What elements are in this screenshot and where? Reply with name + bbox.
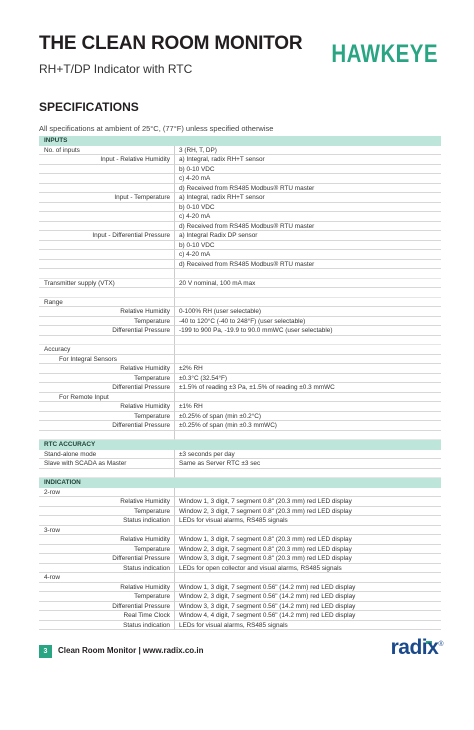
brand-logo: HAWKEYE — [331, 40, 438, 68]
spec-label — [39, 336, 174, 346]
spec-value: ±2% RH — [174, 364, 441, 374]
spec-value — [174, 488, 441, 498]
spec-row — [39, 573, 441, 583]
spec-row — [39, 222, 441, 232]
spec-row — [39, 469, 441, 479]
spec-value: Window 4, 4 digit, 7 segment 0.56" (14.2 mm) red LED display — [174, 611, 441, 621]
spec-value: Window 2, 3 digit, 7 segment 0.8" (20.3 mm) red LED display — [174, 545, 441, 555]
spec-row — [39, 383, 441, 393]
spec-label: RTC ACCURACY — [44, 441, 96, 448]
spec-label: Temperature — [39, 507, 174, 517]
spec-row — [39, 554, 441, 564]
spec-row — [39, 412, 441, 422]
spec-label: For Integral Sensors — [39, 355, 174, 365]
spec-row — [39, 298, 441, 308]
spec-row — [39, 364, 441, 374]
spec-value — [174, 136, 441, 146]
spec-label: Temperature — [39, 545, 174, 555]
spec-row — [39, 402, 441, 412]
spec-value: d) Received from RS485 Modbus® RTU master — [174, 260, 441, 270]
spec-label: Slave with SCADA as Master — [39, 459, 174, 469]
spec-row — [39, 336, 441, 346]
spec-value: Window 1, 3 digit, 7 segment 0.8" (20.3 mm) red LED display — [174, 535, 441, 545]
spec-value — [174, 440, 441, 450]
spec-row — [39, 203, 441, 213]
spec-label: Differential Pressure — [39, 383, 174, 393]
spec-label: Input - Differential Pressure — [39, 231, 174, 241]
spec-row — [39, 611, 441, 621]
spec-value — [174, 336, 441, 346]
spec-label: For Remote Input — [39, 393, 174, 403]
spec-label: INDICATION — [44, 479, 81, 486]
spec-value — [174, 269, 441, 279]
spec-label — [39, 250, 174, 260]
spec-value: Window 1, 3 digit, 7 segment 0.8" (20.3 mm) red LED display — [174, 497, 441, 507]
spec-label — [39, 184, 174, 194]
spec-value: c) 4-20 mA — [174, 250, 441, 260]
spec-label — [39, 241, 174, 251]
spec-label: 2-row — [39, 488, 174, 498]
spec-label — [39, 431, 174, 441]
spec-row — [39, 374, 441, 384]
spec-value: ±1% RH — [174, 402, 441, 412]
spec-label — [39, 212, 174, 222]
spec-label: Temperature — [39, 374, 174, 384]
spec-row — [39, 317, 441, 327]
spec-label: Relative Humidity — [39, 307, 174, 317]
spec-label: Input - Temperature — [39, 193, 174, 203]
spec-row — [39, 279, 441, 289]
radix-logo — [391, 636, 443, 660]
spec-value: 3 (RH, T, DP) — [174, 146, 441, 156]
spec-value: c) 4-20 mA — [174, 174, 441, 184]
spec-value: Window 2, 3 digit, 7 segment 0.56" (14.2 mm) red LED display — [174, 592, 441, 602]
spec-value: ±3 seconds per day — [174, 450, 441, 460]
spec-value — [174, 345, 441, 355]
spec-row — [39, 621, 441, 631]
spec-row — [39, 516, 441, 526]
spec-row — [39, 174, 441, 184]
spec-value — [174, 288, 441, 298]
spec-row — [39, 241, 441, 251]
spec-row — [39, 393, 441, 403]
spec-value: ±0.3°C (32.54°F) — [174, 374, 441, 384]
spec-row — [39, 592, 441, 602]
spec-row — [39, 602, 441, 612]
section-header-row — [39, 478, 441, 488]
spec-label: Relative Humidity — [39, 535, 174, 545]
spec-label: Input - Relative Humidity — [39, 155, 174, 165]
spec-row — [39, 269, 441, 279]
spec-row — [39, 212, 441, 222]
spec-label: Relative Humidity — [39, 402, 174, 412]
spec-label: 3-row — [39, 526, 174, 536]
spec-row — [39, 307, 441, 317]
spec-value: Window 2, 3 digit, 7 segment 0.8" (20.3 mm) red LED display — [174, 507, 441, 517]
spec-row — [39, 155, 441, 165]
spec-row — [39, 146, 441, 156]
spec-value: Window 3, 3 digit, 7 segment 0.8" (20.3 mm) red LED display — [174, 554, 441, 564]
spec-label: Status indication — [39, 621, 174, 631]
spec-label — [39, 288, 174, 298]
spec-label: Temperature — [39, 592, 174, 602]
spec-row — [39, 507, 441, 517]
spec-label: 4-row — [39, 573, 174, 583]
spec-value: ±1.5% of reading ±3 Pa, ±1.5% of reading ±0.3 mmWC — [174, 383, 441, 393]
registered-mark: ® — [438, 641, 443, 648]
spec-label: Stand-alone mode — [39, 450, 174, 460]
spec-value — [174, 393, 441, 403]
spec-label: Differential Pressure — [39, 421, 174, 431]
spec-row — [39, 459, 441, 469]
spec-row — [39, 184, 441, 194]
spec-label: Range — [39, 298, 174, 308]
spec-label — [39, 469, 174, 479]
spec-value: c) 4-20 mA — [174, 212, 441, 222]
spec-value: a) Integral, radix RH+T sensor — [174, 155, 441, 165]
spec-row — [39, 231, 441, 241]
spec-label: Differential Pressure — [39, 326, 174, 336]
spec-row — [39, 545, 441, 555]
spec-value — [174, 298, 441, 308]
spec-label: Temperature — [39, 412, 174, 422]
spec-label: Differential Pressure — [39, 554, 174, 564]
spec-value: -199 to 900 Pa, -19.9 to 90.0 mmWC (user selectable) — [174, 326, 441, 336]
spec-label: INPUTS — [44, 137, 68, 144]
spec-value: LEDs for visual alarms, RS485 signals — [174, 516, 441, 526]
spec-value: b) 0-10 VDC — [174, 165, 441, 175]
page-number-badge: 3 — [39, 645, 52, 658]
spec-row — [39, 326, 441, 336]
spec-row — [39, 355, 441, 365]
spec-row — [39, 165, 441, 175]
spec-value: d) Received from RS485 Modbus® RTU master — [174, 184, 441, 194]
spec-value: Same as Server RTC ±3 sec — [174, 459, 441, 469]
spec-row — [39, 564, 441, 574]
spec-row — [39, 421, 441, 431]
spec-label: Temperature — [39, 317, 174, 327]
spec-label: No. of inputs — [39, 146, 174, 156]
spec-label: Accuracy — [39, 345, 174, 355]
page-subtitle: RH+T/DP Indicator with RTC — [39, 62, 193, 76]
spec-value — [174, 526, 441, 536]
section-title: SPECIFICATIONS — [39, 100, 139, 114]
spec-label — [39, 174, 174, 184]
spec-value: LEDs for visual alarms, RS485 signals — [174, 621, 441, 631]
spec-value — [174, 469, 441, 479]
spec-value — [174, 573, 441, 583]
spec-row — [39, 497, 441, 507]
spec-label: Relative Humidity — [39, 497, 174, 507]
spec-label — [39, 203, 174, 213]
spec-value: -40 to 120°C (-40 to 248°F) (user selectable) — [174, 317, 441, 327]
spec-row — [39, 288, 441, 298]
spec-label: Relative Humidity — [39, 364, 174, 374]
spec-label: Status indication — [39, 516, 174, 526]
spec-value: Window 1, 3 digit, 7 segment 0.56" (14.2 mm) red LED display — [174, 583, 441, 593]
spec-value: a) Integral Radix DP sensor — [174, 231, 441, 241]
spec-value: b) 0-10 VDC — [174, 241, 441, 251]
spec-label: Transmitter supply (VTX) — [39, 279, 174, 289]
spec-label — [39, 222, 174, 232]
section-header-row — [39, 440, 441, 450]
spec-row — [39, 526, 441, 536]
spec-row — [39, 431, 441, 441]
spec-row — [39, 250, 441, 260]
specifications-table — [39, 136, 441, 630]
spec-value: 0-100% RH (user selectable) — [174, 307, 441, 317]
spec-label — [39, 260, 174, 270]
spec-row — [39, 535, 441, 545]
page-title: THE CLEAN ROOM MONITOR — [39, 33, 303, 54]
spec-row — [39, 488, 441, 498]
spec-value: ±0.25% of span (min ±0.3 mmWC) — [174, 421, 441, 431]
spec-row — [39, 260, 441, 270]
spec-label — [39, 269, 174, 279]
spec-value: 20 V nominal, 100 mA max — [174, 279, 441, 289]
spec-value: d) Received from RS485 Modbus® RTU master — [174, 222, 441, 232]
spec-value — [174, 478, 441, 488]
spec-row — [39, 345, 441, 355]
spec-label: Status indication — [39, 564, 174, 574]
spec-value: ±0.25% of span (min ±0.2°C) — [174, 412, 441, 422]
spec-row — [39, 450, 441, 460]
spec-value: Window 3, 3 digit, 7 segment 0.56" (14.2 mm) red LED display — [174, 602, 441, 612]
spec-label — [39, 165, 174, 175]
spec-value — [174, 431, 441, 441]
spec-value: a) Integral, radix RH+T sensor — [174, 193, 441, 203]
spec-value: b) 0-10 VDC — [174, 203, 441, 213]
spec-value: LEDs for open collector and visual alarms, RS485 signals — [174, 564, 441, 574]
spec-label: Real Time Clock — [39, 611, 174, 621]
footer-text: Clean Room Monitor | www.radix.co.in — [58, 646, 204, 655]
specifications-note: All specifications at ambient of 25°C, (77°F) unless specified otherwise — [39, 124, 274, 133]
spec-row — [39, 583, 441, 593]
spec-label: Differential Pressure — [39, 602, 174, 612]
radix-logo-text: radix — [390, 636, 439, 659]
spec-row — [39, 193, 441, 203]
spec-label: Relative Humidity — [39, 583, 174, 593]
spec-value — [174, 355, 441, 365]
section-header-row — [39, 136, 441, 146]
